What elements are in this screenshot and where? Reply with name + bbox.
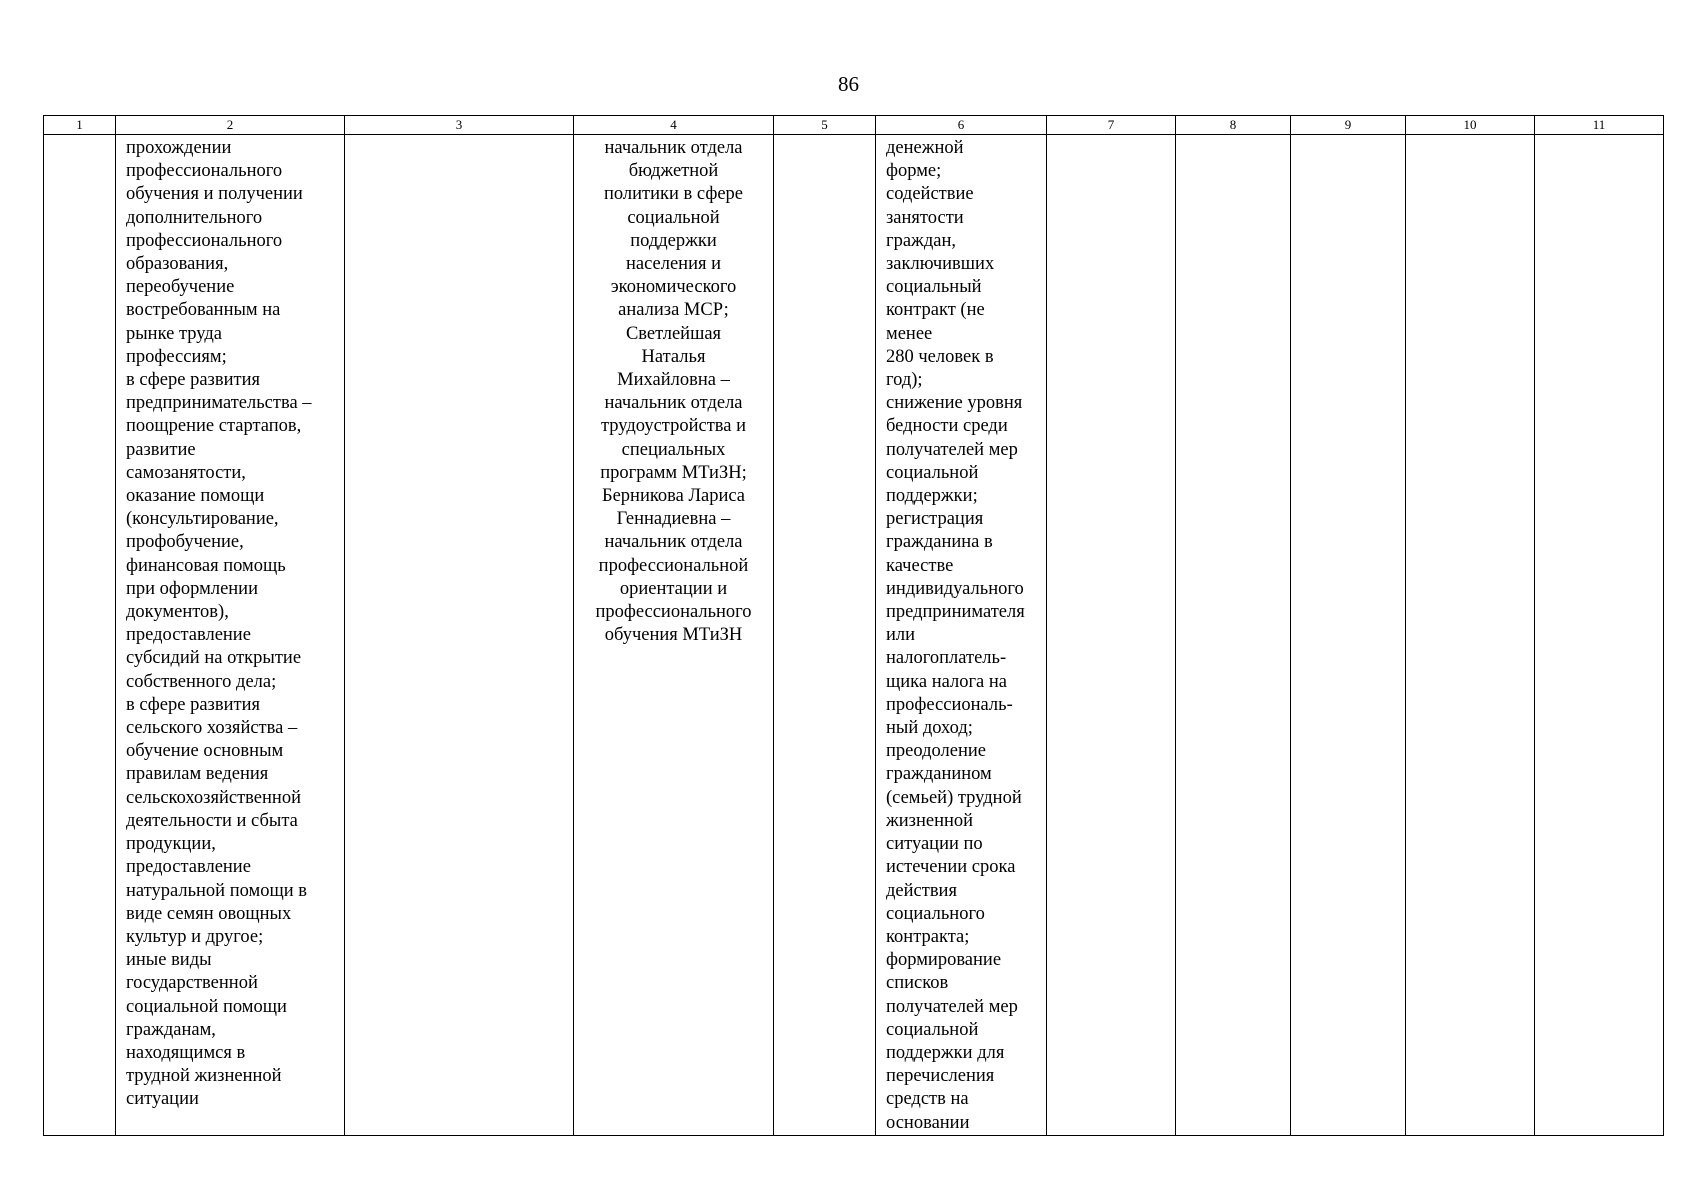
- column-number-10: 10: [1406, 116, 1535, 135]
- document-table: [43, 115, 1664, 1136]
- cell-col3-text: [345, 135, 573, 137]
- cell-col2: [116, 135, 345, 1136]
- cell-col1: [44, 135, 116, 1136]
- cell-col5: [774, 135, 876, 1136]
- cell-col4-text: начальник отдела бюджетной политики в сфере социальной поддержки населения и экономического анализа МСР; Светлейшая Наталья Михайловна – начальник отдела трудоустройства и специальных программ МТиЗН; Берникова Лариса Геннадиевна – начальник отдела профессиональной ориентации и профессионального обучения МТиЗН: [595, 138, 752, 646]
- column-number-7: 7: [1047, 116, 1176, 135]
- column-number-6: 6: [876, 116, 1047, 135]
- cell-col4: [574, 135, 774, 1136]
- table-row: [44, 135, 1664, 1136]
- column-number-4: 4: [574, 116, 774, 135]
- cell-col11-text: [1535, 135, 1663, 137]
- cell-col10: [1406, 135, 1535, 1136]
- cell-col3: [345, 135, 574, 1136]
- cell-col9: [1291, 135, 1406, 1136]
- cell-col8-text: [1176, 135, 1290, 137]
- cell-col7: [1047, 135, 1176, 1136]
- cell-col1-text: [44, 135, 115, 137]
- column-number-8: 8: [1176, 116, 1291, 135]
- cell-col11: [1535, 135, 1664, 1136]
- column-number-11: 11: [1535, 116, 1664, 135]
- cell-col2-text: прохождении профессионального обучения и получении дополнительного профессионального образования, переобучение востребованным на рынке труда профессиям; в сфере развития предпринимательства – поощрение стартапов, развитие самозанятости, оказание помощи (консультирование, профобучение, финансовая помощь при оформлении документов), предоставление субсидий на открытие собственного дела; в сфере развития сельского хозяйства – обучение основным правилам ведения сельскохозяйственной деятельности и сбыта продукции, предоставление натуральной помощи в виде семян овощных культур и другое; иные виды государственной социальной помощи гражданам, находящимся в трудной жизненной ситуации: [126, 138, 312, 1110]
- cell-col6: [876, 135, 1047, 1136]
- cell-col9-text: [1291, 135, 1405, 137]
- cell-col7-text: [1047, 135, 1175, 137]
- column-number-2: 2: [116, 116, 345, 135]
- column-number-3: 3: [345, 116, 574, 135]
- cell-col8: [1176, 135, 1291, 1136]
- cell-col10-text: [1406, 135, 1534, 137]
- page-number: 86: [838, 72, 859, 96]
- cell-col5-text: [774, 135, 875, 137]
- column-number-1: 1: [44, 116, 116, 135]
- cell-col6-text: денежной форме; содействие занятости граждан, заключивших социальный контракт (не менее 280 человек в год); снижение уровня бедности среди получателей мер социальной поддержки; регистрация гражданина в качестве индивидуального предпринимателя или налогоплатель- щика налога на профессиональ- ный доход; преодоление гражданином (семьей) трудной жизненной ситуации по истечении срока действия социального контракта; формирование списков получателей мер социальной поддержки для перечисления средств на основании: [886, 138, 1025, 1133]
- column-number-9: 9: [1291, 116, 1406, 135]
- column-number-5: 5: [774, 116, 876, 135]
- column-number-row: [44, 116, 1664, 135]
